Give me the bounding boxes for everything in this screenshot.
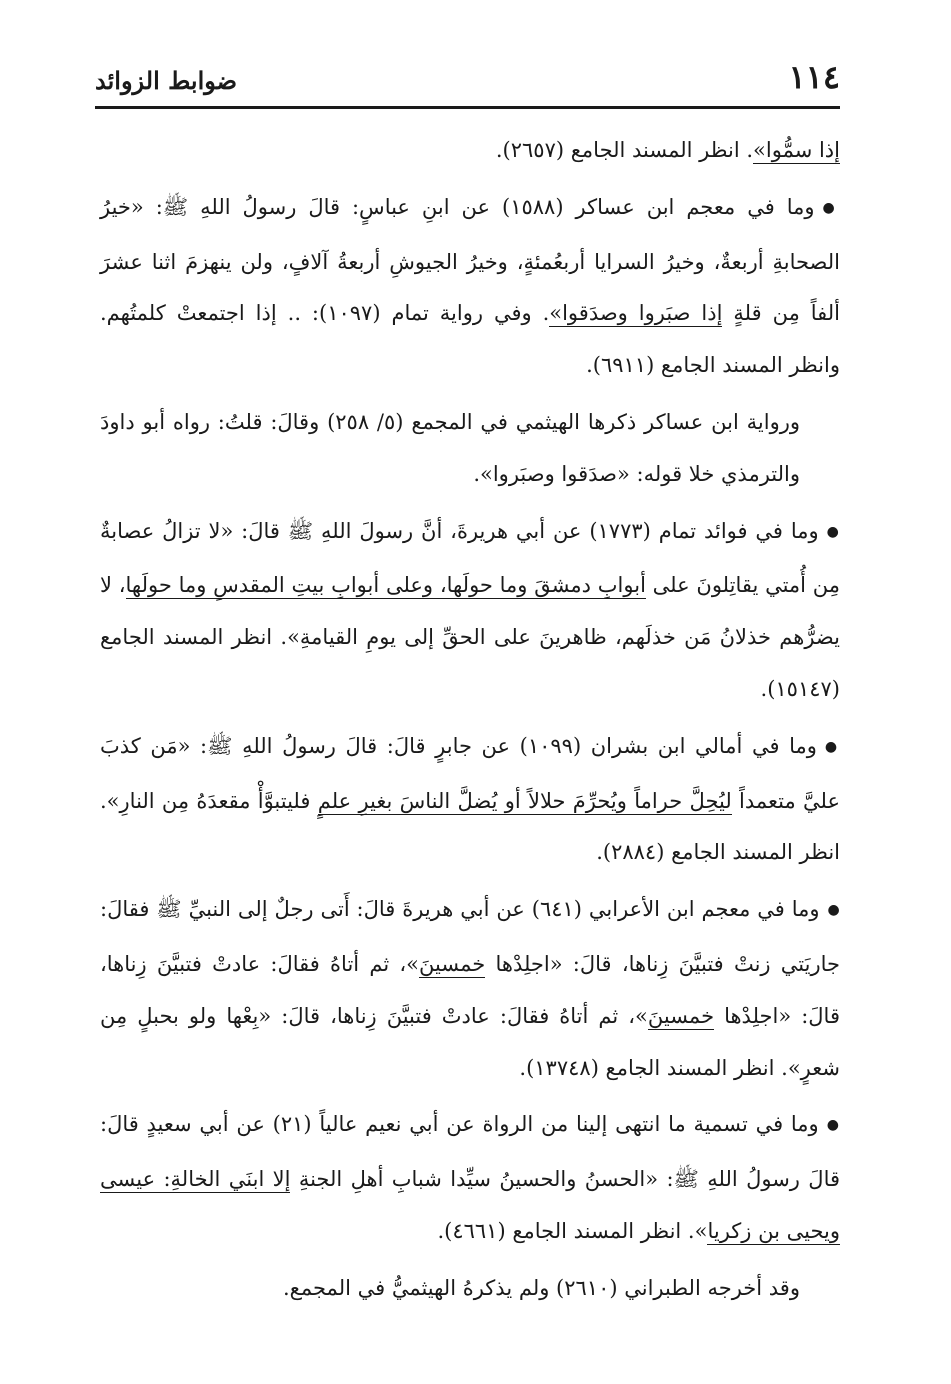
paragraph-text: وما في فوائد تمام (١٧٧٣) عن أبي هريرةَ، أنَّ رسولَ اللهِ ﷺ قالَ: «لا تزالُ عصابةٌ مِن أُمتي يقاتِلونَ على — [100, 518, 840, 598]
underlined-text: إذا سمُّوا» — [753, 138, 840, 162]
paragraph — [100, 506, 840, 716]
bullet-icon: ● — [826, 523, 841, 540]
paragraph-text: ». انظر المسند الجامع (٤٦٦١). — [437, 1218, 708, 1243]
paragraph — [100, 721, 840, 879]
underlined-text: خمسينَ — [419, 951, 486, 976]
page-number: ١١٤ — [788, 58, 840, 96]
paragraph-text: وما في تسمية ما انتهى إلينا من الرواة عن أبي نعيم عالياً (٢١) عن أبي سعيدٍ قالَ: قالَ رسولُ اللهِ ﷺ: «الحسنُ والحسينُ سيِّدا شبابِ أهلِ الجنةِ — [100, 1112, 841, 1192]
underlined-text: إلا ابنَي الخالةِ: عيسى ويحيى بن زكريا — [100, 1167, 840, 1243]
paragraph-text: وقد أخرجه الطبراني (٢٦١٠) ولم يذكرهُ الهيثميُّ في المجمع. — [283, 1275, 800, 1300]
paragraph — [100, 397, 840, 501]
header-rule — [95, 106, 840, 109]
bullet-icon: ● — [827, 902, 840, 919]
paragraph-text: فليتبوَّأْ مقعدَهُ مِن النارِ». انظر المسند الجامع (٢٨٨٤). — [100, 788, 840, 865]
paragraph — [100, 1099, 840, 1257]
paragraph-text: ، لا يضرُّهم خذلانُ مَن خذلَهم، ظاهرينَ على الحقِّ إلى يومِ القيامةِ». انظر المسند الجامع (١٥١٤٧). — [100, 573, 840, 701]
running-title: ضوابط الزوائد — [95, 66, 238, 95]
underlined-text: خمسينَ — [647, 1003, 715, 1028]
paragraph-text: وما في معجم ابن عساكر (١٥٨٨) عن ابنِ عباسٍ: قالَ رسولُ اللهِ ﷺ: «خيرُ الصحابةِ أربعةٌ، وخيرُ السرايا أربعُمئةٍ، وخيرُ الجيوشِ أربعةُ آلافٍ، ولن ينهزمَ اثنا عشرَ ألفاً مِن قلةٍ — [100, 194, 841, 326]
paragraph-text: وما في أمالي ابن بشران (١٠٩٩) عن جابرٍ قالَ: قالَ رسولُ اللهِ ﷺ: «مَن كذبَ عليَّ متعمداً — [100, 733, 840, 813]
bullet-icon: ● — [822, 199, 841, 216]
underlined-text: ليُحِلَّ حراماً ويُحرِّمَ حلالاً أو يُضلَّ الناسَ بغيرِ علمٍ — [317, 788, 732, 813]
paragraph-text: »، ثم أتاهُ فقالَ: عادتْ فتبيَّنَ زِناها، قالَ: «اجلِدْها — [100, 951, 840, 1028]
bullet-icon: ● — [826, 1117, 840, 1134]
paragraph — [100, 125, 840, 177]
paragraph-text: . وفي رواية تمام (١٠٩٧): .. إذا اجتمعتْ كلمتُهم. وانظر المسند الجامع (٦٩١١). — [100, 301, 840, 378]
paragraph — [100, 182, 840, 392]
paragraph-text: ورواية ابن عساكر ذكرها الهيثمي في المجمع (٥/ ٢٥٨) وقالَ: قلتُ: رواه أبو داودَ والترمذي خلا قوله: «صدَقوا وصبَروا». — [100, 409, 800, 486]
paragraph-text: »، ثم أتاهُ فقالَ: عادتْ فتبيَّنَ زِناها، قالَ: «بِعْها ولو بحبلٍ مِن شعرٍ». انظر المسند الجامع (١٣٧٤٨). — [100, 1003, 840, 1080]
paragraph-text: وما في معجم ابن الأعرابي (٦٤١) عن أبي هريرةَ قالَ: أَتى رجلٌ إلى النبيِّ ﷺ فقالَ: جاريَتي زنتْ فتبيَّنَ زِناها، قالَ: «اجلِدْها — [100, 897, 840, 976]
underlined-text: أبوابِ دمشقَ وما حولَها، وعلى أبوابِ بيتِ المقدسِ وما حولَها — [125, 573, 646, 598]
bullet-icon: ● — [824, 738, 840, 755]
paragraph — [100, 1263, 840, 1315]
page-header — [95, 58, 840, 108]
page-body — [100, 125, 840, 1315]
underlined-text: إذا صبَروا وصدَقوا» — [549, 301, 723, 326]
paragraph — [100, 884, 840, 1094]
paragraph-text: . انظر المسند الجامع (٢٦٥٧). — [495, 138, 754, 162]
